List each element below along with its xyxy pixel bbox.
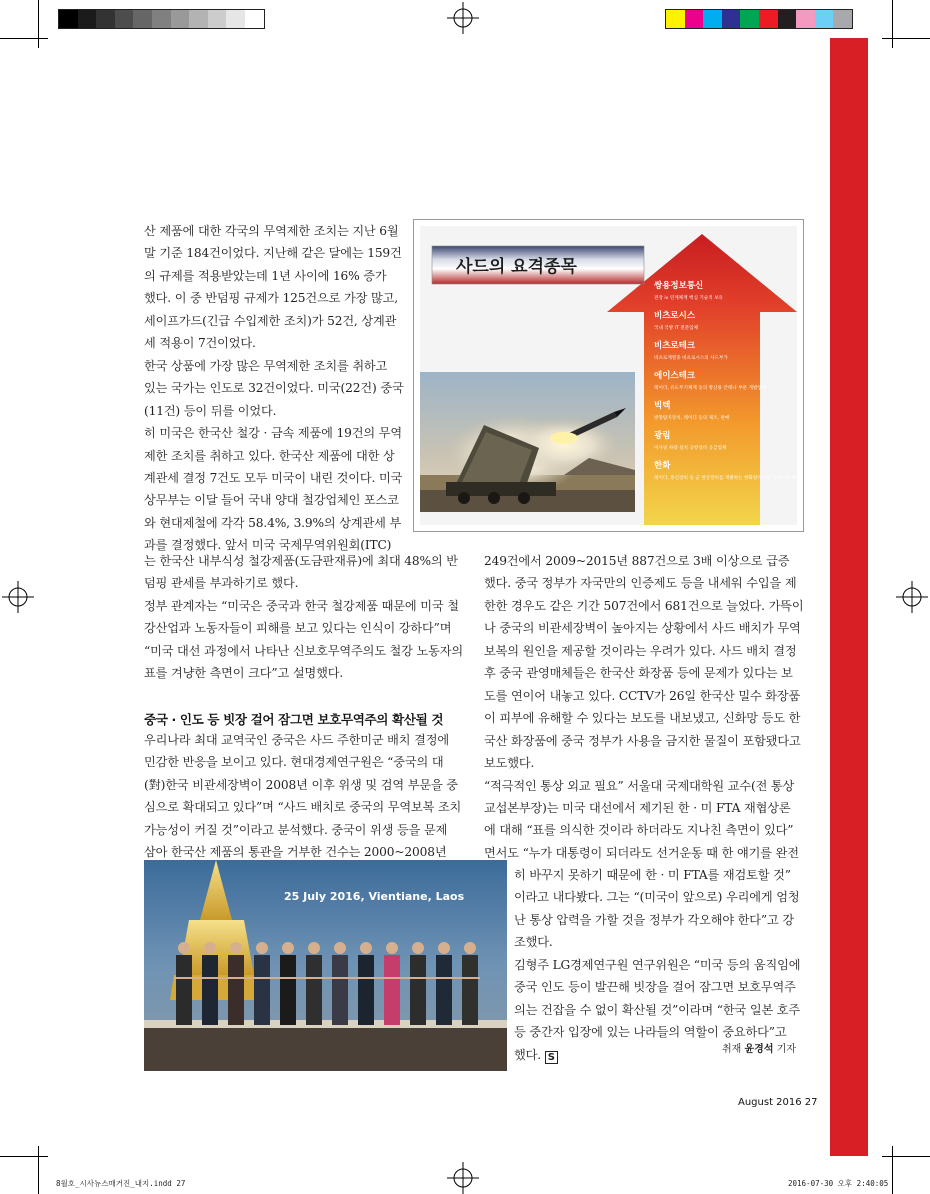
registration-mark-icon xyxy=(2,581,34,613)
byline-prefix: 취재 xyxy=(722,1044,742,1055)
company-name: 쌍용정보통신 xyxy=(654,281,704,291)
text-line: 중국 인도 등이 발끈해 빗장을 걸어 잠그면 보호무역주 xyxy=(514,980,796,995)
text-line: 김형주 LG경제연구원 연구위원은 “미국 등의 움직임에 xyxy=(514,957,801,972)
text-line: 이 피부에 유해할 수 있다는 보도를 내보냈고, 신화망 등도 한 xyxy=(484,711,801,726)
text-line: 강산업과 노동자들이 피해를 보고 있다는 인식이 강하다”며 xyxy=(144,621,452,636)
article-end-mark: S xyxy=(545,1051,558,1064)
process-color-bar xyxy=(665,9,853,29)
delegate-head xyxy=(178,942,190,954)
text-line: 보복의 원인을 제공할 것이라는 우려가 있다. 사드 배치 결정 xyxy=(484,643,797,658)
text-line: 등 중간자 입장에 있는 나라들의 역할이 중요하다”고 xyxy=(514,1025,787,1040)
delegate-figure xyxy=(332,955,348,1025)
article-column-1-bottom xyxy=(144,550,474,685)
text-line: 가능성이 커질 것”이라고 분석했다. 중국이 위생 등을 문제 xyxy=(144,822,448,837)
company-description: 미사일 차량 설치 공항장비 공급업체 xyxy=(654,446,727,451)
crop-mark xyxy=(38,1146,39,1194)
delegate-figure xyxy=(254,955,270,1025)
text-line: 삼아 한국산 제품의 통관을 거부한 건수는 2000~2008년 xyxy=(144,845,447,860)
delegate-head xyxy=(230,942,242,954)
company-name: 비츠로시스 xyxy=(654,311,696,321)
company-name: 에이스테크 xyxy=(654,371,696,381)
text-line: 히 미국은 한국산 철강 · 금속 제품에 19건의 무역 xyxy=(144,426,402,441)
delegate-figure xyxy=(306,955,322,1025)
text-line: 세 적용이 7건이었다. xyxy=(144,336,256,351)
color-swatch xyxy=(189,10,208,28)
delegate-head xyxy=(282,942,294,954)
text-line: 세이프가드(긴급 수입제한 조치)가 52건, 상계관 xyxy=(144,313,397,328)
text-line: 조했다. xyxy=(514,935,553,950)
color-swatch xyxy=(59,10,78,28)
text-line: 계관세 결정 7건도 모두 미국이 내린 것이다. 미국 xyxy=(144,470,403,485)
infographic-title-banner xyxy=(432,246,644,284)
text-line: 상무부는 이달 들어 국내 양대 철강업체인 포스코 xyxy=(144,493,399,508)
text-line: (對)한국 비관세장벽이 2008년 이후 위생 및 검역 부문을 중 xyxy=(144,777,458,792)
text-line: 와 현대제철에 각각 58.4%, 3.9%의 상계관세 부 xyxy=(144,515,402,530)
thaad-infographic xyxy=(413,219,804,532)
color-swatch xyxy=(685,10,704,28)
company-name: 빅텍 xyxy=(654,401,671,411)
crop-mark xyxy=(38,0,39,48)
delegate-figure xyxy=(358,955,374,1025)
text-line: 했다. 중국 정부가 자국만의 인증제도 등을 내세워 수입을 제 xyxy=(484,576,797,591)
delegate-head xyxy=(464,942,476,954)
text-line: 에 대해 “표를 의식한 것이라 하더라도 지나친 측면이 있다” xyxy=(484,823,794,838)
delegate-head xyxy=(386,942,398,954)
delegate-figure xyxy=(384,955,400,1025)
text-line: 덤핑 관세를 부과하기로 했다. xyxy=(144,576,299,591)
delegate-head xyxy=(360,942,372,954)
color-swatch xyxy=(96,10,115,28)
color-swatch xyxy=(815,10,834,28)
delegate-figure xyxy=(410,955,426,1025)
company-name: 비츠로테크 xyxy=(654,341,696,351)
text-line: 면서도 “누가 대통령이 되더라도 선거운동 때 한 얘기를 완전 xyxy=(484,845,799,860)
delegate-figure xyxy=(228,955,244,1025)
color-swatch xyxy=(133,10,152,28)
registration-mark-icon xyxy=(896,581,928,613)
text-line: 민감한 반응을 보이고 있다. 현대경제연구원은 “중국의 대 xyxy=(144,755,444,770)
company-name: 한화 xyxy=(654,461,671,471)
byline-suffix: 기자 xyxy=(776,1044,797,1055)
section-subheading: 중국 · 인도 등 빗장 걸어 잠그면 보호무역주의 확산될 것 xyxy=(144,712,444,727)
delegate-head xyxy=(256,942,268,954)
text-line: 249건에서 2009~2015년 887건으로 3배 이상으로 급증 xyxy=(484,554,790,568)
missile-launch-photo xyxy=(420,372,635,512)
text-line: 말 기준 184건이었다. 지난해 같은 달에는 159건 xyxy=(144,246,402,261)
text-line: 국산 화장품에 중국 정부가 사용을 금지한 물질이 포함됐다고 xyxy=(484,733,801,748)
text-line: 의 규제를 적용받았는데 1년 사이에 16% 증가 xyxy=(144,268,387,283)
delegate-head xyxy=(334,942,346,954)
article-column-2-bottom xyxy=(514,864,806,1066)
delegate-head xyxy=(412,942,424,954)
text-line: 후 중국 관영매체들은 한국산 화장품 등에 문제가 있다는 보 xyxy=(484,666,793,681)
text-line: 했다. 이 중 반덤핑 규제가 125건으로 가장 많고, xyxy=(144,291,398,306)
file-slug: 8월호_시사뉴스매거진_내지.indd 27 xyxy=(56,1179,186,1188)
color-swatch xyxy=(778,10,797,28)
text-line: “미국 대선 과정에서 나타난 신보호무역주의도 철강 노동자의 xyxy=(144,643,464,658)
section-color-bar xyxy=(830,38,868,1156)
color-swatch xyxy=(759,10,778,28)
text-line: 히 바꾸지 못하기 때문에 한 · 미 FTA를 재검토할 것” xyxy=(514,868,791,882)
registration-mark-icon xyxy=(447,1162,479,1194)
reporter-name: 윤경석 xyxy=(744,1044,774,1055)
crop-mark xyxy=(892,1146,893,1194)
delegate-head xyxy=(438,942,450,954)
registration-mark-icon xyxy=(447,2,479,34)
asean-meeting-photo xyxy=(144,860,507,1071)
color-swatch xyxy=(666,10,685,28)
page-folio: August 2016 27 xyxy=(738,1097,818,1108)
text-line: 한국 상품에 가장 많은 무역제한 조치를 취하고 xyxy=(144,358,388,373)
text-line: 우리나라 최대 교역국인 중국은 사드 주한미군 배치 결정에 xyxy=(144,733,450,747)
article-column-1-top xyxy=(144,220,404,557)
article-column-2-top xyxy=(484,550,806,864)
infographic-title: 사드의 요격종목 xyxy=(456,257,577,277)
color-swatch xyxy=(208,10,227,28)
company-description: 국내 국방 IT 전문업체 xyxy=(654,326,699,331)
text-line: “적극적인 통상 외교 필요” 서울대 국제대학원 교수(전 통상 xyxy=(484,778,795,793)
text-line: 제한 조치를 취하고 있다. 한국산 제품에 대한 상 xyxy=(144,448,395,463)
color-swatch xyxy=(740,10,759,28)
color-swatch xyxy=(115,10,134,28)
color-swatch xyxy=(152,10,171,28)
article-column-1-continued xyxy=(144,729,474,864)
timestamp-slug: 2016-07-30 오후 2:40:05 xyxy=(788,1179,889,1188)
text-line: 정부 관계자는 “미국은 중국과 한국 철강제품 때문에 미국 철 xyxy=(144,598,459,613)
crop-mark xyxy=(882,1156,930,1157)
delegate-head xyxy=(204,942,216,954)
byline xyxy=(722,1040,796,1055)
text-line: 한한 경우도 같은 기간 507건에서 681건으로 늘었다. 가뜩이 xyxy=(484,598,804,613)
text-line: 교섭본부장)는 미국 대선에서 제기된 한 · 미 FTA 재협상론 xyxy=(484,800,791,815)
text-line: 했다. S xyxy=(514,1044,806,1066)
delegate-figure xyxy=(202,955,218,1025)
color-swatch xyxy=(226,10,245,28)
color-swatch xyxy=(722,10,741,28)
text-line: (11건) 등이 뒤를 이었다. xyxy=(144,403,277,418)
photo-banner-text: 25 July 2016, Vientiane, Laos xyxy=(284,890,465,903)
color-swatch xyxy=(833,10,852,28)
text-line: 과를 결정했다. 앞서 미국 국제무역위원회(ITC) xyxy=(144,538,392,553)
text-line: 있는 국가는 인도로 32건이었다. 미국(22건) 중국 xyxy=(144,381,404,396)
text-line: 는 한국산 내부식성 철강제품(도금판재류)에 최대 48%의 반 xyxy=(144,554,458,568)
text-line: 심으로 확대되고 있다”며 “사드 배치로 중국의 무역보복 조치 xyxy=(144,800,462,815)
crop-mark xyxy=(882,38,930,39)
company-description: 비츠로계열중 비츠로시스의 사드부가 xyxy=(654,356,728,361)
crop-mark xyxy=(0,38,48,39)
text-line: 산 제품에 대한 각국의 무역제한 조치는 지난 6월 xyxy=(144,224,399,238)
text-line: 난 통상 압력을 가할 것을 정부가 각오해야 한다”고 강 xyxy=(514,912,794,927)
text-line: 보도했다. xyxy=(484,756,535,771)
text-line: 이라고 내다봤다. 그는 “(미국이 앞으로) 우리에게 엄청 xyxy=(514,890,800,905)
crop-mark xyxy=(892,0,893,48)
text-line: 도를 연이어 내놓고 있다. CCTV가 26일 한국산 밀수 화장품 xyxy=(484,688,801,703)
delegate-figure xyxy=(176,955,192,1025)
delegate-figure xyxy=(280,955,296,1025)
text-line: 의는 건잡을 수 없이 확산될 것”이라며 “한국 일본 호주 xyxy=(514,1002,801,1017)
company-description: 레이더, 통신장비 등 군 방산장비를 개발하는 한화탈레스를 자회사로 보유 xyxy=(654,476,801,481)
company-description: 방향탐지장치, 레이더 등의 제조, 판매 xyxy=(654,416,730,421)
company-name: 광림 xyxy=(654,431,671,441)
company-description: 레이더, 유도무기체계 등의 방산용 안테나 부분 개발업체 xyxy=(654,386,767,391)
crop-mark xyxy=(0,1156,48,1157)
grayscale-color-bar xyxy=(58,9,265,29)
company-description: 전장 iv 연계체계 핵심 기술적 보유 xyxy=(654,296,723,301)
text-line: 표를 겨냥한 측면이 크다”고 설명했다. xyxy=(144,666,344,681)
text-line: 나 중국의 비관세장벽이 높아지는 상황에서 사드 배치가 무역 xyxy=(484,621,801,636)
color-swatch xyxy=(245,10,264,28)
color-swatch xyxy=(171,10,190,28)
delegate-figure xyxy=(436,955,452,1025)
delegate-figure xyxy=(462,955,478,1025)
color-swatch xyxy=(703,10,722,28)
color-swatch xyxy=(796,10,815,28)
color-swatch xyxy=(78,10,97,28)
delegate-head xyxy=(308,942,320,954)
